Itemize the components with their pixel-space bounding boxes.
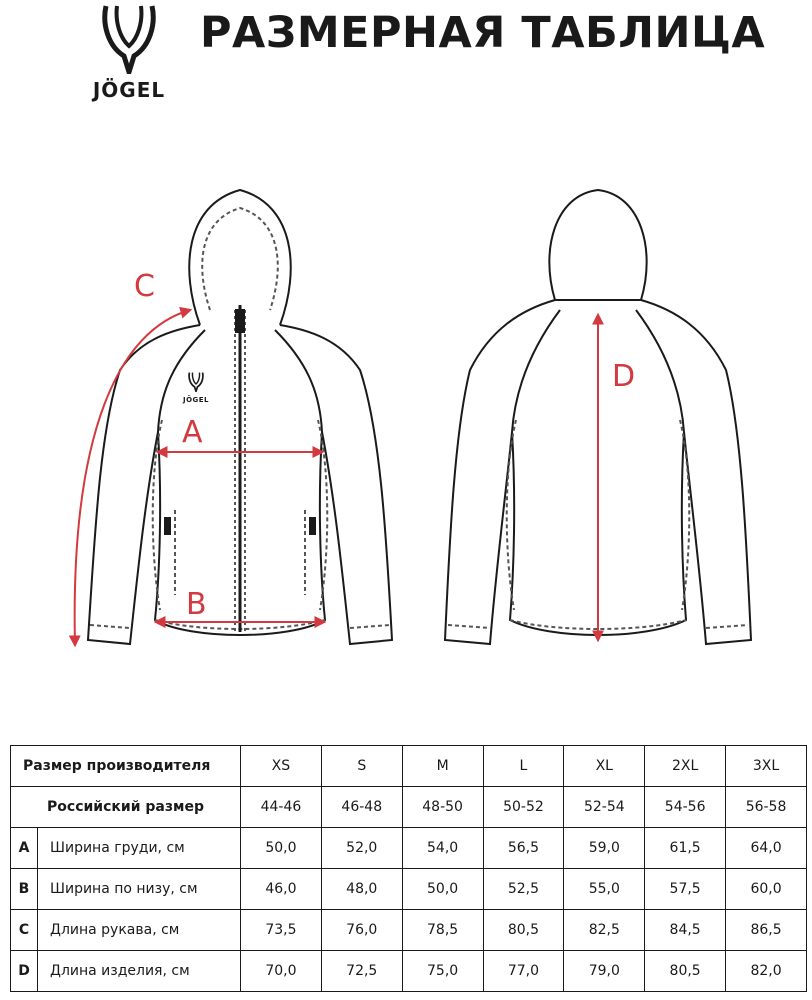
measure-line-c [75,310,190,645]
measure-value: 82,5 [564,910,645,951]
brand-logo-mark-icon [100,4,158,74]
measure-value: 76,0 [321,910,402,951]
jacket-diagram [0,170,812,670]
chest-logo [178,372,214,404]
chest-logo-mark-icon [187,372,205,392]
measure-value: 73,5 [241,910,322,951]
measure-value: 77,0 [483,951,564,992]
table-header-row [11,746,807,787]
row-key: B [11,869,38,910]
table-row [11,951,807,992]
measure-value: 55,0 [564,869,645,910]
russian-size-label: Российский размер [11,787,241,828]
measure-value: 46,0 [241,869,322,910]
size-cell: XS [241,746,322,787]
size-cell: 2XL [645,746,726,787]
jacket-drawing [0,170,812,670]
russian-size-cell: 52-54 [564,787,645,828]
jacket-front [88,190,392,644]
measure-value: 60,0 [726,869,807,910]
brand-logo-text: JÖGEL [92,78,166,102]
table-row [11,910,807,951]
size-table [10,745,807,992]
measure-value: 50,0 [241,828,322,869]
measure-label-b: B [186,587,207,622]
measure-value: 61,5 [645,828,726,869]
size-cell: S [321,746,402,787]
measure-value: 56,5 [483,828,564,869]
measure-value: 59,0 [564,828,645,869]
measure-value: 54,0 [402,828,483,869]
russian-size-cell: 54-56 [645,787,726,828]
size-cell: M [402,746,483,787]
row-label: Длина рукава, см [38,910,241,951]
size-cell: XL [564,746,645,787]
measure-label-d: D [612,359,636,394]
chest-logo-text: JÖGEL [182,396,210,404]
size-table-body [11,746,807,992]
size-cell: L [483,746,564,787]
russian-size-cell: 44-46 [241,787,322,828]
measure-value: 75,0 [402,951,483,992]
brand-logo [76,4,182,100]
russian-size-cell: 48-50 [402,787,483,828]
row-key: C [11,910,38,951]
measure-value: 78,5 [402,910,483,951]
measure-value: 79,0 [564,951,645,992]
row-key: A [11,828,38,869]
measure-value: 82,0 [726,951,807,992]
row-key: D [11,951,38,992]
russian-size-cell: 56-58 [726,787,807,828]
size-cell: 3XL [726,746,807,787]
measure-value: 64,0 [726,828,807,869]
measure-value: 52,5 [483,869,564,910]
measure-value: 86,5 [726,910,807,951]
row-label: Ширина груди, см [38,828,241,869]
measure-label-a: A [182,415,203,450]
measure-value: 57,5 [645,869,726,910]
measure-value: 72,5 [321,951,402,992]
measure-value: 80,5 [645,951,726,992]
measure-label-c: C [134,269,155,304]
measure-value: 48,0 [321,869,402,910]
measure-value: 50,0 [402,869,483,910]
table-row [11,869,807,910]
table-row [11,828,807,869]
russian-size-cell: 50-52 [483,787,564,828]
russian-size-cell: 46-48 [321,787,402,828]
row-label: Длина изделия, см [38,951,241,992]
russian-size-row [11,787,807,828]
measure-value: 70,0 [241,951,322,992]
header-label: Размер производителя [11,746,241,787]
row-label: Ширина по низу, см [38,869,241,910]
measure-value: 52,0 [321,828,402,869]
measure-value: 80,5 [483,910,564,951]
measure-value: 84,5 [645,910,726,951]
page-title: РАЗМЕРНАЯ ТАБЛИЦА [200,8,766,58]
